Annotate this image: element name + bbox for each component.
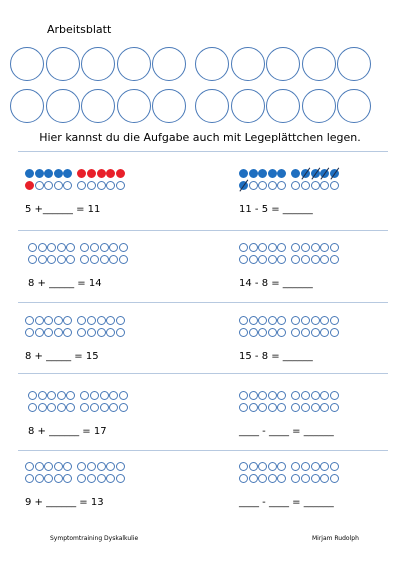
counter-dot [28, 243, 37, 252]
counter-dot [268, 403, 277, 412]
counter-dot [35, 328, 44, 337]
counter-dot [320, 391, 329, 400]
counter-dot [106, 316, 115, 325]
counter-grid [28, 243, 128, 266]
counter-dot [35, 316, 44, 325]
crossed-counter-dot [330, 169, 339, 178]
counter-dot [311, 316, 320, 325]
counter-dot [258, 181, 267, 190]
counter-dot [54, 474, 63, 483]
counter-dot [301, 462, 310, 471]
counter-dot [97, 328, 106, 337]
counter-dot [239, 316, 248, 325]
counter-dot [277, 474, 286, 483]
counter-dot [311, 462, 320, 471]
counter-dot [106, 181, 115, 190]
counter-dot [311, 328, 320, 337]
task-4-right [239, 391, 339, 437]
large-counter-circle [117, 89, 151, 123]
counter-dot [277, 316, 286, 325]
counter-dot [291, 255, 300, 264]
counter-dot [268, 255, 277, 264]
counter-dot [38, 391, 47, 400]
counter-dot [239, 403, 248, 412]
counter-dot [44, 462, 53, 471]
counter-dot [291, 169, 300, 178]
instruction-text: Hier kannst du die Aufgabe auch mit Legeplättchen legen. [39, 131, 361, 144]
large-counter-circle [81, 47, 115, 81]
counter-dot [97, 474, 106, 483]
counter-dot [63, 181, 72, 190]
counter-dot [249, 462, 258, 471]
counter-dot [47, 403, 56, 412]
counter-dot [268, 391, 277, 400]
counter-dot [249, 328, 258, 337]
counter-dot [268, 243, 277, 252]
counter-dot [100, 391, 109, 400]
counter-dot [100, 255, 109, 264]
counter-dot [249, 474, 258, 483]
counter-dot [106, 169, 115, 178]
large-counter-circle [302, 47, 336, 81]
counter-dot [80, 255, 89, 264]
counter-dot [87, 328, 96, 337]
counter-dot [258, 328, 267, 337]
counter-dot [38, 255, 47, 264]
large-counter-circle [266, 47, 300, 81]
counter-dot [311, 403, 320, 412]
counter-dot [109, 391, 118, 400]
counter-grid [239, 243, 339, 266]
large-counter-circle [337, 89, 371, 123]
counter-dot [87, 474, 96, 483]
counter-dot [311, 474, 320, 483]
counter-dot [57, 391, 66, 400]
task-3-left [25, 316, 125, 362]
counter-grid [28, 391, 128, 414]
counter-dot [268, 169, 277, 178]
counter-dot [291, 403, 300, 412]
counter-dot [106, 474, 115, 483]
equation: 5 +______ = 11 [25, 204, 101, 215]
footer-right: Mirjam Rudolph [312, 535, 359, 542]
counter-dot [116, 169, 125, 178]
counter-dot [63, 474, 72, 483]
counter-dot [97, 316, 106, 325]
counter-dot [54, 462, 63, 471]
counter-dot [97, 462, 106, 471]
counter-dot [25, 316, 34, 325]
large-counter-circle [46, 47, 80, 81]
counter-dot [28, 391, 37, 400]
counter-dot [320, 462, 329, 471]
counter-dot [301, 316, 310, 325]
big-circle-row-bottom [10, 89, 373, 123]
large-counter-circle [195, 47, 229, 81]
counter-dot [330, 316, 339, 325]
counter-dot [320, 243, 329, 252]
counter-dot [119, 243, 128, 252]
counter-dot [291, 316, 300, 325]
divider [18, 450, 388, 451]
counter-dot [25, 169, 34, 178]
counter-dot [330, 181, 339, 190]
counter-dot [54, 169, 63, 178]
equation: 8 + _____ = 14 [28, 278, 102, 289]
counter-dot [119, 391, 128, 400]
counter-dot [268, 474, 277, 483]
counter-dot [63, 328, 72, 337]
counter-dot [35, 169, 44, 178]
counter-dot [249, 243, 258, 252]
counter-dot [249, 316, 258, 325]
counter-dot [25, 462, 34, 471]
counter-dot [25, 328, 34, 337]
counter-dot [277, 243, 286, 252]
counter-dot [277, 328, 286, 337]
counter-dot [119, 255, 128, 264]
counter-dot [66, 243, 75, 252]
task-5-left [25, 462, 125, 508]
crossed-counter-dot [239, 181, 248, 190]
task-1-left [25, 169, 125, 215]
large-counter-circle [81, 89, 115, 123]
footer-left: Symptomtraining Dyskalkulie [50, 535, 139, 542]
counter-dot [277, 391, 286, 400]
counter-dot [109, 243, 118, 252]
counter-dot [90, 391, 99, 400]
counter-dot [116, 474, 125, 483]
counter-dot [301, 391, 310, 400]
counter-grid [239, 316, 339, 339]
counter-dot [66, 391, 75, 400]
counter-dot [301, 474, 310, 483]
counter-dot [277, 255, 286, 264]
counter-dot [44, 474, 53, 483]
counter-dot [239, 169, 248, 178]
counter-dot [109, 403, 118, 412]
counter-dot [25, 181, 34, 190]
counter-dot [258, 243, 267, 252]
counter-dot [44, 316, 53, 325]
counter-dot [106, 462, 115, 471]
counter-grid [25, 462, 125, 485]
divider [18, 151, 388, 152]
counter-dot [54, 328, 63, 337]
counter-dot [54, 316, 63, 325]
counter-dot [28, 255, 37, 264]
large-counter-circle [337, 47, 371, 81]
counter-dot [90, 255, 99, 264]
counter-dot [116, 181, 125, 190]
equation: 11 - 5 = ______ [239, 204, 313, 215]
counter-dot [320, 474, 329, 483]
counter-dot [116, 462, 125, 471]
counter-dot [239, 462, 248, 471]
divider [18, 302, 388, 303]
counter-dot [249, 169, 258, 178]
counter-dot [277, 462, 286, 471]
counter-dot [330, 328, 339, 337]
counter-dot [63, 462, 72, 471]
counter-dot [44, 328, 53, 337]
divider [18, 373, 388, 374]
counter-dot [77, 181, 86, 190]
counter-grid [25, 316, 125, 339]
counter-dot [57, 403, 66, 412]
task-3-right [239, 316, 339, 362]
counter-dot [258, 462, 267, 471]
counter-dot [38, 243, 47, 252]
equation: ____ - ____ = ______ [239, 426, 334, 437]
worksheet-title: Arbeitsblatt [47, 23, 112, 36]
counter-dot [330, 474, 339, 483]
counter-dot [100, 243, 109, 252]
counter-dot [44, 169, 53, 178]
counter-dot [119, 403, 128, 412]
counter-dot [320, 316, 329, 325]
crossed-counter-dot [301, 169, 310, 178]
counter-dot [97, 169, 106, 178]
counter-dot [249, 391, 258, 400]
counter-dot [301, 328, 310, 337]
large-counter-circle [10, 47, 44, 81]
large-counter-circle [117, 47, 151, 81]
counter-dot [80, 403, 89, 412]
counter-dot [77, 462, 86, 471]
counter-dot [301, 181, 310, 190]
counter-dot [87, 181, 96, 190]
large-counter-circle [231, 47, 265, 81]
counter-dot [320, 181, 329, 190]
counter-grid [239, 169, 339, 192]
counter-dot [44, 181, 53, 190]
counter-dot [66, 255, 75, 264]
counter-dot [239, 255, 248, 264]
equation: 9 + ______ = 13 [25, 497, 104, 508]
counter-dot [63, 316, 72, 325]
counter-dot [258, 255, 267, 264]
counter-dot [80, 243, 89, 252]
counter-dot [291, 328, 300, 337]
counter-dot [277, 169, 286, 178]
task-5-right [239, 462, 339, 508]
divider [18, 230, 388, 231]
counter-dot [320, 255, 329, 264]
counter-dot [97, 181, 106, 190]
counter-dot [291, 243, 300, 252]
counter-dot [258, 403, 267, 412]
counter-dot [87, 169, 96, 178]
counter-dot [116, 328, 125, 337]
counter-dot [249, 403, 258, 412]
counter-dot [301, 403, 310, 412]
counter-dot [330, 243, 339, 252]
counter-dot [25, 474, 34, 483]
large-counter-circle [266, 89, 300, 123]
counter-dot [330, 391, 339, 400]
counter-dot [87, 462, 96, 471]
counter-dot [90, 403, 99, 412]
counter-dot [47, 255, 56, 264]
counter-dot [77, 169, 86, 178]
counter-dot [330, 403, 339, 412]
equation: ____ - ____ = ______ [239, 497, 334, 508]
crossed-counter-dot [320, 169, 329, 178]
counter-dot [268, 328, 277, 337]
equation: 8 + ______ = 17 [28, 426, 107, 437]
equation: 8 + _____ = 15 [25, 351, 99, 362]
counter-dot [258, 316, 267, 325]
counter-dot [35, 474, 44, 483]
counter-dot [35, 181, 44, 190]
counter-dot [66, 403, 75, 412]
large-counter-circle [231, 89, 265, 123]
counter-dot [291, 181, 300, 190]
counter-dot [291, 474, 300, 483]
counter-dot [80, 391, 89, 400]
counter-dot [100, 403, 109, 412]
counter-grid [239, 391, 339, 414]
counter-dot [258, 474, 267, 483]
counter-dot [77, 474, 86, 483]
counter-dot [239, 474, 248, 483]
counter-dot [320, 328, 329, 337]
counter-grid [25, 169, 125, 192]
counter-dot [311, 391, 320, 400]
counter-dot [239, 243, 248, 252]
counter-dot [38, 403, 47, 412]
counter-dot [57, 255, 66, 264]
counter-dot [330, 462, 339, 471]
counter-dot [268, 181, 277, 190]
large-counter-circle [10, 89, 44, 123]
equation: 15 - 8 = ______ [239, 351, 313, 362]
counter-dot [106, 328, 115, 337]
counter-dot [87, 316, 96, 325]
counter-dot [63, 169, 72, 178]
counter-dot [258, 391, 267, 400]
large-counter-circle [46, 89, 80, 123]
counter-dot [268, 462, 277, 471]
task-2-left [28, 243, 128, 289]
counter-grid [239, 462, 339, 485]
large-counter-circle [152, 89, 186, 123]
task-4-left [28, 391, 128, 437]
counter-dot [249, 181, 258, 190]
counter-dot [301, 255, 310, 264]
task-2-right [239, 243, 339, 289]
counter-dot [239, 391, 248, 400]
counter-dot [311, 243, 320, 252]
counter-dot [330, 255, 339, 264]
task-1-right [239, 169, 339, 215]
counter-dot [291, 391, 300, 400]
counter-dot [54, 181, 63, 190]
counter-dot [109, 255, 118, 264]
counter-dot [28, 403, 37, 412]
large-counter-circle [302, 89, 336, 123]
counter-dot [90, 243, 99, 252]
counter-dot [311, 181, 320, 190]
counter-dot [311, 255, 320, 264]
counter-dot [47, 243, 56, 252]
counter-dot [116, 316, 125, 325]
large-counter-circle [195, 89, 229, 123]
counter-dot [320, 403, 329, 412]
counter-dot [258, 169, 267, 178]
counter-dot [47, 391, 56, 400]
equation: 14 - 8 = ______ [239, 278, 313, 289]
counter-dot [249, 255, 258, 264]
big-circle-row-top [10, 47, 373, 81]
counter-dot [277, 403, 286, 412]
counter-dot [239, 328, 248, 337]
crossed-counter-dot [311, 169, 320, 178]
counter-dot [57, 243, 66, 252]
counter-dot [291, 462, 300, 471]
counter-dot [268, 316, 277, 325]
counter-dot [301, 243, 310, 252]
counter-dot [77, 328, 86, 337]
counter-dot [277, 181, 286, 190]
large-counter-circle [152, 47, 186, 81]
counter-dot [77, 316, 86, 325]
counter-dot [35, 462, 44, 471]
